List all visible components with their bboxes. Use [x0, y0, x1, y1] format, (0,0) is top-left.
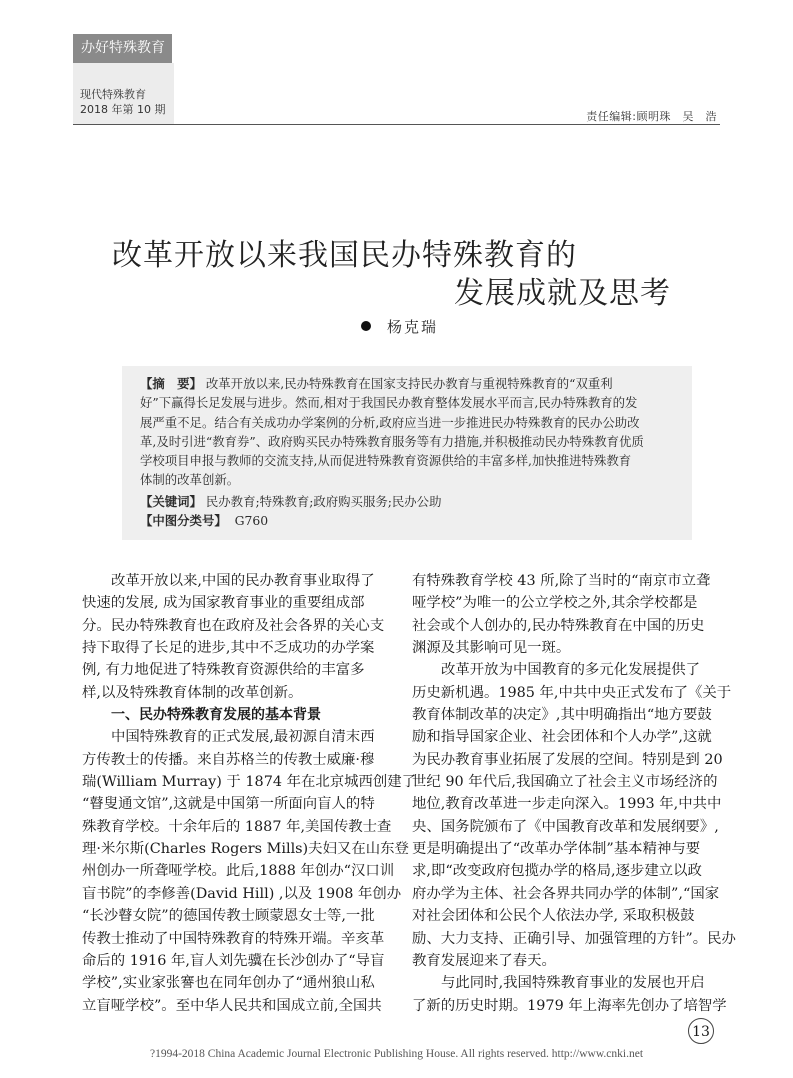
abstract-line: 好”下赢得长足发展与进步。然而,相对于我国民办教育整体发展水平而言,民办特殊教育的发 [140, 395, 638, 411]
body-text-line: “长沙瞽女院”的德国传教士顾蒙恩女士等,一批 [82, 908, 375, 925]
body-text-line: 瑞(William Murray) 于 1874 年在北京城西创建了 [82, 774, 417, 791]
body-text-line: 社会或个人创办的,民办特殊教育在中国的历史 [412, 617, 705, 634]
body-text-line: 学校”,实业家张謇也在同年创办了“通州狼山私 [82, 975, 375, 992]
abstract-line: 学校项目申报与教师的交流支持,从而促进特殊教育资源供给的丰富多样,加快推进特殊教育 [140, 453, 632, 469]
body-text-line: 了新的历史时期。1979 年上海率先创办了培智学 [412, 997, 727, 1014]
body-text-line: 哑学校”为唯一的公立学校之外,其余学校都是 [412, 595, 698, 612]
body-text-line: 传教士推动了中国特殊教育的特殊开端。辛亥革 [82, 930, 385, 947]
keywords: 民办教育;特殊教育;政府购买服务;民办公助 [205, 493, 442, 509]
abstract-line: 体制的改革创新。 [140, 472, 240, 488]
abstract-box [122, 366, 692, 540]
column-banner: 办好特殊教育 [73, 34, 172, 63]
body-text-line: 教育体制改革的决定》,其中明确指出“地方要鼓 [412, 707, 712, 724]
article-title-line-1: 改革开放以来我国民办特殊教育的 [112, 238, 577, 273]
copyright-notice: ?1994-2018 China Academic Journal Electronic Publishing House. All rights reserved. http://www.cnki.net [149, 1048, 644, 1060]
body-text-line: 改革开放以来,中国的民办教育事业取得了 [111, 573, 375, 589]
body-text-line: “瞽叟通文馆”,这就是中国第一所面向盲人的特 [82, 796, 375, 813]
body-text-line: 央、国务院颁布了《中国教育改革和发展纲要》, [412, 818, 719, 835]
body-text-line: 世纪 90 年代后,我国确立了社会主义市场经济的 [412, 774, 718, 791]
body-text-line: 有特殊教育学校 43 所,除了当时的“南京市立聋 [412, 573, 711, 589]
body-text-line: 教育发展迎来了春天。 [412, 952, 556, 969]
body-text-line: 快速的发展, 成为国家教育事业的重要组成部 [82, 595, 365, 612]
classification-code: G760 [234, 513, 269, 529]
body-text-line: 励和指导国家企业、社会团体和个人办学”,这就 [412, 729, 712, 746]
author-name: 杨克瑞 [387, 318, 439, 336]
body-text-line: 盲书院”的李修善(David Hill) ,以及 1908 年创办 [82, 885, 402, 902]
body-text-line: 对社会团体和公民个人依法办学, 采取积极鼓 [412, 908, 695, 925]
body-text-line: 府办学为主体、社会各界共同办学的体制”,“国家 [412, 885, 720, 902]
journal-issue: 2018 年第 10 期 [80, 103, 166, 116]
bullet-icon [361, 321, 371, 331]
body-text-line: 立盲哑学校”。至中华人民共和国成立前,全国共 [82, 997, 382, 1014]
body-text-line: 地位,教育改革进一步走向深入。1993 年,中共中 [412, 796, 722, 813]
body-text-line: 历史新机遇。1985 年,中共中央正式发布了《关于 [412, 684, 732, 701]
article-title-line-2: 发展成就及思考 [454, 276, 671, 311]
body-text-line: 例, 有力地促进了特殊教育资源供给的丰富多 [82, 662, 365, 679]
page-number: 13 [688, 1018, 714, 1044]
body-text-line: 持下取得了长足的进步,其中不乏成功的办学案 [82, 640, 375, 657]
journal-name: 现代特殊教育 [80, 88, 146, 101]
body-text-line: 分。民办特殊教育也在政府及社会各界的关心支 [82, 617, 385, 634]
body-text-line: 渊源及其影响可见一斑。 [412, 640, 571, 657]
body-text-line: 理·米尔斯(Charles Rogers Mills)夫妇又在山东登 [82, 841, 409, 858]
section-heading: 一、民办特殊教育发展的基本背景 [111, 707, 321, 724]
body-text-line: 殊教育学校。十余年后的 1887 年,美国传教士查 [82, 818, 392, 835]
body-text-line: 改革开放为中国教育的多元化发展提供了 [441, 662, 701, 679]
body-text-line: 与此同时,我国特殊教育事业的发展也开启 [441, 975, 705, 992]
abstract-label: 【摘 要】 [140, 376, 202, 391]
abstract-line [140, 374, 676, 393]
body-text-line: 更是明确提出了“改革办学体制”基本精神与要 [412, 841, 701, 858]
body-text-line: 中国特殊教育的正式发展,最初源自清末西 [111, 729, 375, 746]
classification-label: 【中图分类号】 [140, 513, 227, 529]
body-text-line: 励、大力支持、正确引导、加强管理的方针”。民办 [412, 930, 736, 947]
abstract-line: 展严重不足。结合有关成功办学案例的分析,政府应当进一步推进民办特殊教育的民办公助改 [140, 414, 640, 430]
body-column-left [82, 570, 417, 1017]
body-text-line: 样,以及特殊教育体制的改革创新。 [82, 684, 303, 701]
classification-line [140, 511, 676, 530]
keywords-line [140, 492, 676, 511]
body-text-line: 为民办教育事业拓展了发展的空间。特别是到 20 [412, 751, 723, 768]
body-text-line: 求,即“改变政府包揽办学的格局,逐步建立以政 [412, 863, 702, 880]
header-divider [73, 124, 720, 125]
keywords-label: 【关键词】 [140, 493, 202, 509]
body-text-line: 州创办一所聋哑学校。此后,1888 年创办“汉口训 [82, 863, 395, 880]
abstract-line: 革,及时引进“教育券”、政府购买民办特殊教育服务等有力措施,并积极推动民办特殊教育优质 [140, 433, 644, 449]
body-text-line: 方传教士的传播。来自苏格兰的传教士威廉·穆 [82, 751, 375, 768]
body-text-line: 命后的 1916 年,盲人刘先骥在长沙创办了“导盲 [82, 952, 385, 969]
responsible-editors: 责任编辑:顾明珠 吴 浩 [586, 110, 717, 123]
body-column-right [412, 570, 736, 1017]
abstract-text: 改革开放以来,民办特殊教育在国家支持民办教育与重视特殊教育的“双重利 [205, 376, 613, 391]
